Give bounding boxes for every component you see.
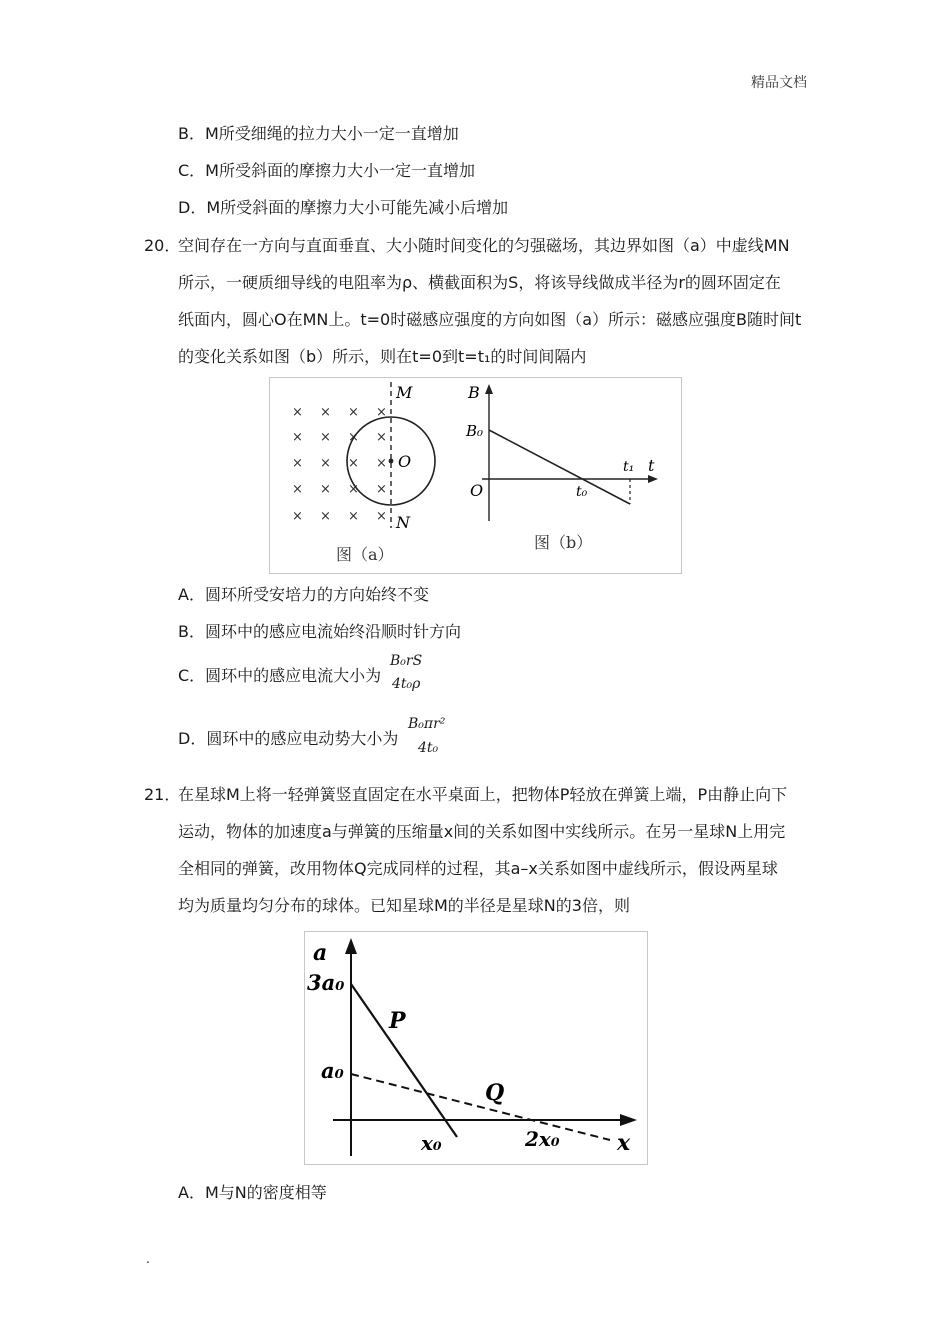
question-20-line-4: 的变化关系如图（b）所示，则在t=0到t=t₁的时间间隔内 [178,347,587,366]
label-x-axis: x [617,1130,631,1156]
field-cross: × [292,456,303,471]
label-n: N [396,513,410,532]
field-cross: × [292,482,303,497]
figure-20 [269,377,682,574]
label-t0: t₀ [576,484,588,500]
x-axis-arrow [620,1114,637,1126]
q20-option-d-denominator: 4t₀ [418,740,439,756]
label-p: P [389,1008,406,1034]
question-21-line-1: 在星球M上将一轻弹簧竖直固定在水平桌面上，把物体P轻放在弹簧上端，P由静止向下 [178,785,788,804]
field-cross: × [376,456,387,471]
field-cross: × [376,405,387,420]
field-cross: × [292,405,303,420]
question-21-line-2: 运动，物体的加速度a与弹簧的压缩量x间的关系如图中实线所示。在另一星球N上用完 [178,822,786,841]
label-a0: a₀ [321,1058,344,1083]
label-o-a: O [398,452,412,471]
option-c-prev: C．M所受斜面的摩擦力大小一定一直增加 [178,161,475,180]
label-t1: t₁ [623,459,635,475]
caption-fig-b: 图（b） [534,533,593,552]
question-20-number: 20． [144,236,181,255]
label-b0: B₀ [466,422,484,440]
label-a-axis: a [313,940,328,966]
caption-fig-a: 图（a） [336,545,394,564]
field-cross: × [348,456,359,471]
q20-option-c-denominator: 4t₀ρ [392,676,421,692]
field-cross: × [320,482,331,497]
label-q: Q [485,1080,505,1106]
q20-option-d-prefix: D．圆环中的感应电动势大小为 [178,729,399,748]
field-cross: × [376,482,387,497]
q20-option-d-numerator: B₀πr² [408,716,446,732]
question-20-line-1: 空间存在一方向与直面垂直、大小随时间变化的匀强磁场，其边界如图（a）中虚线MN [178,236,790,255]
field-cross: × [348,482,359,497]
question-21-line-3: 全相同的弹簧，改用物体Q完成同样的过程，其a–x关系如图中虚线所示，假设两星球 [178,859,778,878]
question-21-number: 21． [144,785,181,804]
b-t-line [489,430,630,504]
label-o-b: O [470,481,484,500]
field-cross: × [320,405,331,420]
t-axis-arrow [648,475,658,483]
a-axis-arrow [345,938,357,954]
field-cross: × [320,456,331,471]
footer-mark: . [146,1252,150,1266]
option-d-prev: D．M所受斜面的摩擦力大小可能先减小后增加 [178,198,509,217]
page-header: 精品文档 [751,75,807,91]
q20-option-b: B．圆环中的感应电流始终沿顺时针方向 [178,622,461,641]
label-b: B [468,383,480,402]
label-x0: x₀ [421,1131,442,1155]
field-cross: × [292,430,303,445]
b-axis-arrow [485,384,493,394]
option-b-prev: B．M所受细绳的拉力大小一定一直增加 [178,124,459,143]
field-cross: × [348,405,359,420]
q20-option-c-prefix: C．圆环中的感应电流大小为 [178,666,382,685]
question-20-line-3: 纸面内，圆心O在MN上。t=0时磁感应强度的方向如图（a）所示：磁感应强度B随时间t [178,310,802,329]
line-q [351,1074,610,1140]
label-m: M [396,383,413,402]
q20-option-a: A．圆环所受安培力的方向始终不变 [178,585,429,604]
field-cross: × [376,430,387,445]
question-21-line-4: 均为质量均匀分布的球体。已知星球M的半径是星球N的3倍，则 [178,896,630,915]
field-cross: × [292,509,303,524]
q21-option-a: A．M与N的密度相等 [178,1183,327,1202]
figure-21-svg [305,932,647,1164]
label-3a0: 3a₀ [307,970,345,995]
question-20-line-2: 所示，一硬质细导线的电阻率为ρ、横截面积为S，将该导线做成半径为r的圆环固定在 [178,273,781,292]
center-point-o [389,459,394,464]
figure-21 [304,931,648,1165]
magnetic-field-crosses [292,405,387,524]
field-cross: × [320,509,331,524]
label-t: t [648,456,655,475]
q20-option-c-numerator: B₀rS [390,653,423,669]
field-cross: × [348,430,359,445]
field-cross: × [320,430,331,445]
field-cross: × [348,509,359,524]
line-p [351,984,457,1137]
label-2x0: 2x₀ [525,1127,560,1151]
field-cross: × [376,509,387,524]
figure-20-svg [270,378,681,573]
